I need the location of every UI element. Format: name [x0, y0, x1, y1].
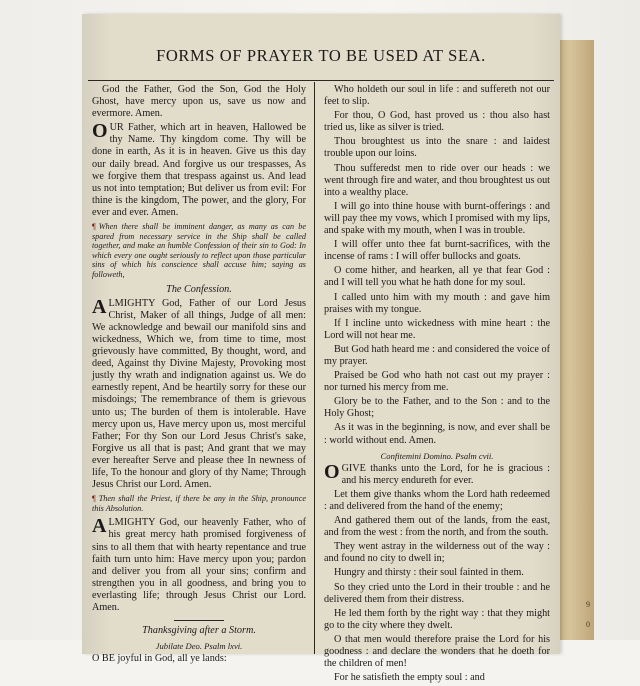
rubric-absolution: ¶ Then shall the Priest, if there be any in the Ship, pronounce this Absolution.	[92, 494, 306, 513]
lords-prayer: OUR Father, which art in heaven, Hallowed be thy Name. Thy kingdom come. Thy will be done in earth, As it is in heaven. Give us this day our daily bread. And forgive us our trespasses, As we forgive them that trespass against us. And lead us not into temptation; But deliver us from evil: For thine is the kingdom, The power, and the glory, For ever and ever. Amen.	[92, 120, 306, 218]
psalm-verse: O that men would therefore praise the Lord for his goodness : and declare the wonders that he doeth for the children of men!	[324, 633, 550, 670]
rubric-confession: ¶ When there shall be imminent danger, as many as can be spared from necessary service in the Ship shall be called together, and make an humble Confession of their sin to God: In which every one ought seriously to reflect upon those particular sins of which his conscience shall accuse him; saying as followeth,	[92, 222, 306, 279]
verse: Thou sufferedst men to ride over our heads : we went through fire and water, and thou broughtest us out into a wealthy place.	[324, 162, 550, 198]
pilcrow-icon: ¶	[92, 222, 96, 232]
psalm-verse: They went astray in the wilderness out of the way : and found no city to dwell in;	[324, 541, 550, 565]
verse: I will go into thine house with burnt-offerings : and will pay thee my vows, which I promised with my lips, and spake with my mouth, when I was in trouble.	[324, 200, 550, 237]
drop-cap: O	[92, 120, 108, 143]
right-column	[324, 84, 550, 686]
page-title: FORMS OF PRAYER TO BE USED AT SEA.	[156, 46, 486, 65]
book-page	[82, 14, 560, 684]
psalm-verse: For he satisfieth the empty soul : and	[334, 672, 485, 684]
psalm-heading: Confitemini Domino. Psalm cvii.	[380, 450, 494, 461]
psalm-first-line: O BE joyful in God, all ye lands:	[92, 653, 227, 665]
psalm-verse: He led them forth by the right way : that they might go to the city where they dwelt.	[324, 607, 550, 631]
confession-heading: The Confession.	[166, 283, 232, 295]
pilcrow-icon: ¶	[92, 494, 96, 504]
verse: As it was in the beginning, is now, and ever shall be : world without end. Amen.	[324, 422, 550, 446]
psalm-verse: And gathered them out of the lands, from the east, and from the west : from the north, and from the south.	[324, 515, 550, 539]
verse: Thou broughtest us into the snare : and laidest trouble upon our loins.	[324, 136, 550, 160]
left-column	[92, 84, 306, 667]
drop-cap: A	[92, 295, 107, 318]
verse: For thou, O God, hast proved us : thou also hast tried us, like as silver is tried.	[324, 110, 550, 134]
absolution-text: ALMIGHTY God, our heavenly Father, who of his great mercy hath promised forgiveness of sins to all them that with hearty repentance and true faith turn unto him: Have mercy upon you; pardon and deliver you from all your sins; confirm and strengthen you in all goodness, and bring you to everlasting life; through Jesus Christ our Lord. Amen.	[92, 515, 306, 614]
verse: O come hither, and hearken, all ye that fear God : and I will tell you what he hath done for my soul.	[324, 265, 550, 289]
column-divider	[314, 82, 315, 654]
title-rule	[88, 80, 554, 81]
psalm-verse: Hungry and thirsty : their soul fainted in them.	[334, 567, 524, 579]
edge-mark: 0	[586, 620, 590, 629]
verse: Glory be to the Father, and to the Son : and to the Holy Ghost;	[324, 396, 550, 420]
invocation-text: God the Father, God the Son, God the Holy Ghost, have mercy upon us, save us now and evermore. Amen.	[92, 84, 306, 120]
page-edge	[560, 40, 594, 640]
verse: I will offer unto thee fat burnt-sacrifices, with the incense of rams : I will offer bullocks and goats.	[324, 239, 550, 263]
verse: I called unto him with my mouth : and gave him praises with my tongue.	[324, 291, 550, 315]
confession-text: ALMIGHTY God, Father of our Lord Jesus Christ, Maker of all things, Judge of all men: We acknowledge and bewail our manifold sins and wickedness, Which we, from time to time, most grievously have committed, By thought, word, and deed, Against thy Divine Majesty, Provoking most justly thy wrath and indignation against us. We do earnestly repent, And be heartily sorry for these our misdoings; The remembrance of them is grievous unto us; The burden of them is intolerable. Have mercy upon us, Have mercy upon us, most merciful Father; For thy Son our Lord Jesus Christ's sake, Forgive us all that is past; And grant that we may ever hereafter Serve and please thee In newness of life, To the honour and glory of thy Name; Through Jesus Christ our Lord. Amen.	[92, 295, 306, 491]
psalm-verse: Let them give thanks whom the Lord hath redeemed : and delivered from the hand of the enemy;	[324, 488, 550, 512]
verse: But God hath heard me : and considered the voice of my prayer.	[324, 343, 550, 367]
psalm-verse: So they cried unto the Lord in their trouble : and he delivered them from their distress.	[324, 581, 550, 605]
thanksgiving-heading: Thanksgiving after a Storm.	[142, 625, 256, 637]
section-rule	[174, 620, 224, 621]
drop-cap: O	[324, 460, 340, 483]
edge-mark: 9	[586, 600, 590, 609]
verse: Praised be God who hath not cast out my prayer : nor turned his mercy from me.	[324, 370, 550, 394]
verse: If I incline unto wickedness with mine heart : the Lord will not hear me.	[324, 317, 550, 341]
verse: Who holdeth our soul in life : and suffereth not our feet to slip.	[324, 84, 550, 108]
drop-cap: A	[92, 515, 107, 538]
psalm-first-verse: OGIVE thanks unto the Lord, for he is gracious : and his mercy endureth for ever.	[324, 460, 550, 486]
psalm-reference: Jubilate Deo. Psalm lxvi.	[155, 641, 243, 652]
